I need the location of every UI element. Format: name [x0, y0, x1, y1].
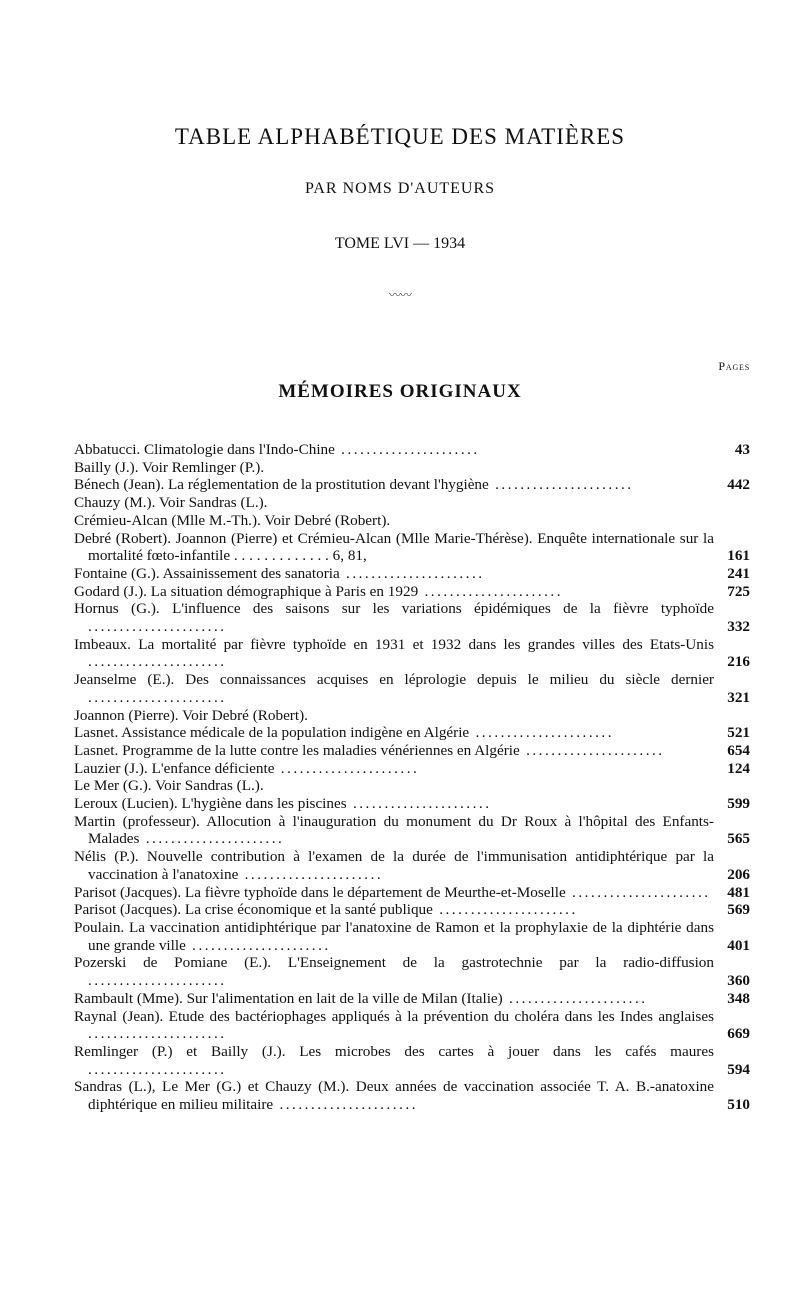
page-number: 332 [727, 618, 750, 636]
entry-text [74, 441, 714, 459]
entry-title: Parisot (Jacques). La crise économique et la santé publique [74, 901, 433, 919]
entry-text [74, 954, 714, 989]
page-number: 569 [727, 901, 750, 919]
leader-dots: ...................... [88, 1060, 227, 1078]
ornament-divider: 〰〰 [388, 288, 411, 302]
entry-text [74, 494, 714, 512]
entry-text [74, 777, 714, 795]
entry-title: Lasnet. Programme de la lutte contre les maladies vénériennes en Algérie [74, 741, 520, 759]
page-number: 510 [727, 1096, 750, 1114]
entry-title: Lasnet. Assistance médicale de la population indigène en Algérie [74, 724, 470, 742]
entry-text [74, 795, 714, 813]
entry-text [74, 724, 714, 742]
entry-text [74, 671, 714, 706]
leader-dots: ...................... [88, 688, 227, 706]
entry-text [74, 476, 714, 494]
index-entry [74, 707, 750, 725]
page-number: 43 [734, 441, 750, 458]
index-entry [74, 583, 750, 601]
entry-text [74, 636, 714, 671]
entry-text [74, 1008, 714, 1043]
entry-text [74, 990, 714, 1008]
page-title: TABLE ALPHABÉTIQUE DES MATIÈRES [174, 124, 626, 149]
page-number: 669 [727, 1025, 750, 1043]
index-entry [74, 476, 750, 494]
page-number: 654 [727, 741, 750, 759]
leader-dots: ...................... [565, 883, 711, 901]
entry-text [74, 459, 714, 477]
page-number: 481 [727, 883, 750, 901]
index-entry [74, 901, 750, 919]
entry-title: Joannon (Pierre). Voir Debré (Robert). [74, 706, 308, 724]
entry-title: Poulain. La vaccination antidiphtérique par l'anatoxine de Ramon et la prophylaxie de la diphtérie dans une grande ville [74, 918, 714, 954]
entry-title: Bénech (Jean). La réglementation de la prostitution devant l'hygiène [74, 476, 489, 494]
index-entry [74, 494, 750, 512]
leader-dots: ...................... [519, 741, 665, 759]
index-entry [74, 441, 750, 459]
entry-text [74, 742, 714, 760]
index-entry [74, 884, 750, 902]
entry-text [74, 848, 714, 883]
entry-title: Debré (Robert). Joannon (Pierre) et Crémieu-Alcan (Mlle Marie-Thérèse). Enquête internationale sur la mortalité fœto-infantile . . . . . . . . . . . . . 6, 81, [74, 529, 714, 565]
entry-text [74, 884, 714, 902]
entry-text [74, 760, 714, 778]
pages-column-label: Pages [718, 359, 750, 373]
entry-title: Chauzy (M.). Voir Sandras (L.). [74, 494, 268, 512]
leader-dots: ...................... [139, 830, 285, 848]
entry-text [74, 707, 714, 725]
index-entry [74, 1008, 750, 1043]
index-entry [74, 919, 750, 954]
entry-text [74, 512, 714, 530]
index-entry [74, 795, 750, 813]
index-entry [74, 565, 750, 583]
entry-title: Bailly (J.). Voir Remlinger (P.). [74, 458, 265, 476]
entry-title: Le Mer (G.). Voir Sandras (L.). [74, 777, 264, 795]
entry-text [74, 1078, 714, 1113]
entry-text [74, 919, 714, 954]
page-number: 565 [727, 830, 750, 848]
index-entry [74, 954, 750, 989]
index-entry [74, 530, 750, 565]
index-entry [74, 459, 750, 477]
leader-dots: ...................... [88, 972, 227, 990]
entry-text [74, 1043, 714, 1078]
entry-text [74, 565, 714, 583]
leader-dots: ...................... [238, 865, 384, 883]
index-entry [74, 512, 750, 530]
leader-dots: ...................... [88, 1025, 227, 1043]
entry-list [74, 441, 750, 1114]
entry-title: Nélis (P.). Nouvelle contribution à l'examen de la durée de l'immunisation antidiphtérique par la vaccination à l'anatoxine [74, 848, 714, 883]
page-number: 442 [727, 476, 750, 494]
leader-dots: ...................... [488, 476, 634, 494]
leader-dots: ...................... [273, 1096, 418, 1114]
leader-dots: ...................... [346, 795, 492, 813]
page-number: 360 [727, 972, 750, 990]
leader-dots: ...................... [88, 618, 227, 636]
entry-title: Rambault (Mme). Sur l'alimentation en lait de la ville de Milan (Italie) [74, 989, 503, 1007]
page-number: 599 [727, 795, 750, 813]
entry-title: Raynal (Jean). Etude des bactériophages appliqués à la prévention du choléra dans les Indes anglaises [74, 1007, 714, 1025]
leader-dots: ...................... [432, 901, 578, 919]
entry-text [74, 901, 714, 919]
entry-title: Hornus (G.). L'influence des saisons sur les variations épidémiques de la fièvre typhoïde [74, 600, 714, 618]
volume-label: TOME LVI — 1934 [334, 235, 466, 252]
page-number: 206 [727, 865, 750, 883]
entry-title: Remlinger (P.) et Bailly (J.). Les microbes des cartes à jouer dans les cafés maures [74, 1042, 714, 1060]
page-subtitle: PAR NOMS D'AUTEURS [304, 180, 496, 197]
index-entry [74, 636, 750, 671]
index-entry [74, 1078, 750, 1113]
leader-dots: ...................... [502, 989, 648, 1007]
entry-title: Crémieu-Alcan (Mlle M.-Th.). Voir Debré (Robert). [74, 511, 391, 529]
index-entry [74, 742, 750, 760]
leader-dots: ...................... [185, 936, 331, 954]
index-entry [74, 671, 750, 706]
entry-text [74, 530, 714, 565]
entry-title: Fontaine (G.). Assainissement des sanatoria [74, 564, 340, 582]
entry-title: Jeanselme (E.). Des connaissances acquises en léprologie depuis le milieu du siècle dernier [74, 671, 714, 689]
entry-title: Sandras (L.), Le Mer (G.) et Chauzy (M.). Deux années de vaccination associée T. A. B.-anatoxine diphtérique en milieu militaire [74, 1078, 714, 1114]
index-entry [74, 600, 750, 635]
page-number: 348 [727, 989, 750, 1007]
index-entry [74, 848, 750, 883]
index-entry [74, 777, 750, 795]
leader-dots: ...................... [469, 724, 614, 742]
entry-title: Leroux (Lucien). L'hygiène dans les piscines [74, 795, 347, 813]
leader-dots: ...................... [334, 441, 480, 458]
leader-dots: ...................... [339, 564, 485, 582]
index-entry [74, 760, 750, 778]
index-entry [74, 813, 750, 848]
page-number: 241 [727, 564, 750, 582]
page-number: 216 [727, 653, 750, 671]
entry-title: Pozerski de Pomiane (E.). L'Enseignement de la gastrotechnie par la radio-diffusion [74, 954, 714, 972]
index-entry [74, 1043, 750, 1078]
entry-text [74, 600, 714, 635]
entry-title: Parisot (Jacques). La fièvre typhoïde dans le département de Meurthe-et-Moselle [74, 883, 566, 901]
entry-text [74, 813, 714, 848]
page-number: 401 [727, 936, 750, 954]
entry-title: Lauzier (J.). L'enfance déficiente [74, 759, 275, 777]
entry-title: Imbeaux. La mortalité par fièvre typhoïde en 1931 et 1932 dans les grandes villes des Etats-Unis [74, 635, 714, 653]
entry-text [74, 583, 714, 601]
index-entry [74, 724, 750, 742]
page-number: 725 [727, 582, 750, 600]
leader-dots: ...................... [274, 759, 420, 777]
entry-title: Abbatucci. Climatologie dans l'Indo-Chine [74, 441, 335, 458]
page-number: 124 [727, 759, 750, 777]
page-number: 594 [727, 1060, 750, 1078]
section-title: MÉMOIRES ORIGINAUX [278, 381, 522, 402]
entry-title: Martin (professeur). Allocution à l'inauguration du monument du Dr Roux à l'hôpital des Enfants-Malades [74, 812, 714, 848]
page-number: 161 [727, 547, 750, 565]
leader-dots: ...................... [88, 653, 227, 671]
entry-title: Godard (J.). La situation démographique à Paris en 1929 [74, 582, 419, 600]
page-number: 321 [727, 688, 750, 706]
index-entry [74, 990, 750, 1008]
leader-dots: ...................... [418, 582, 563, 600]
page-number: 521 [727, 724, 750, 742]
